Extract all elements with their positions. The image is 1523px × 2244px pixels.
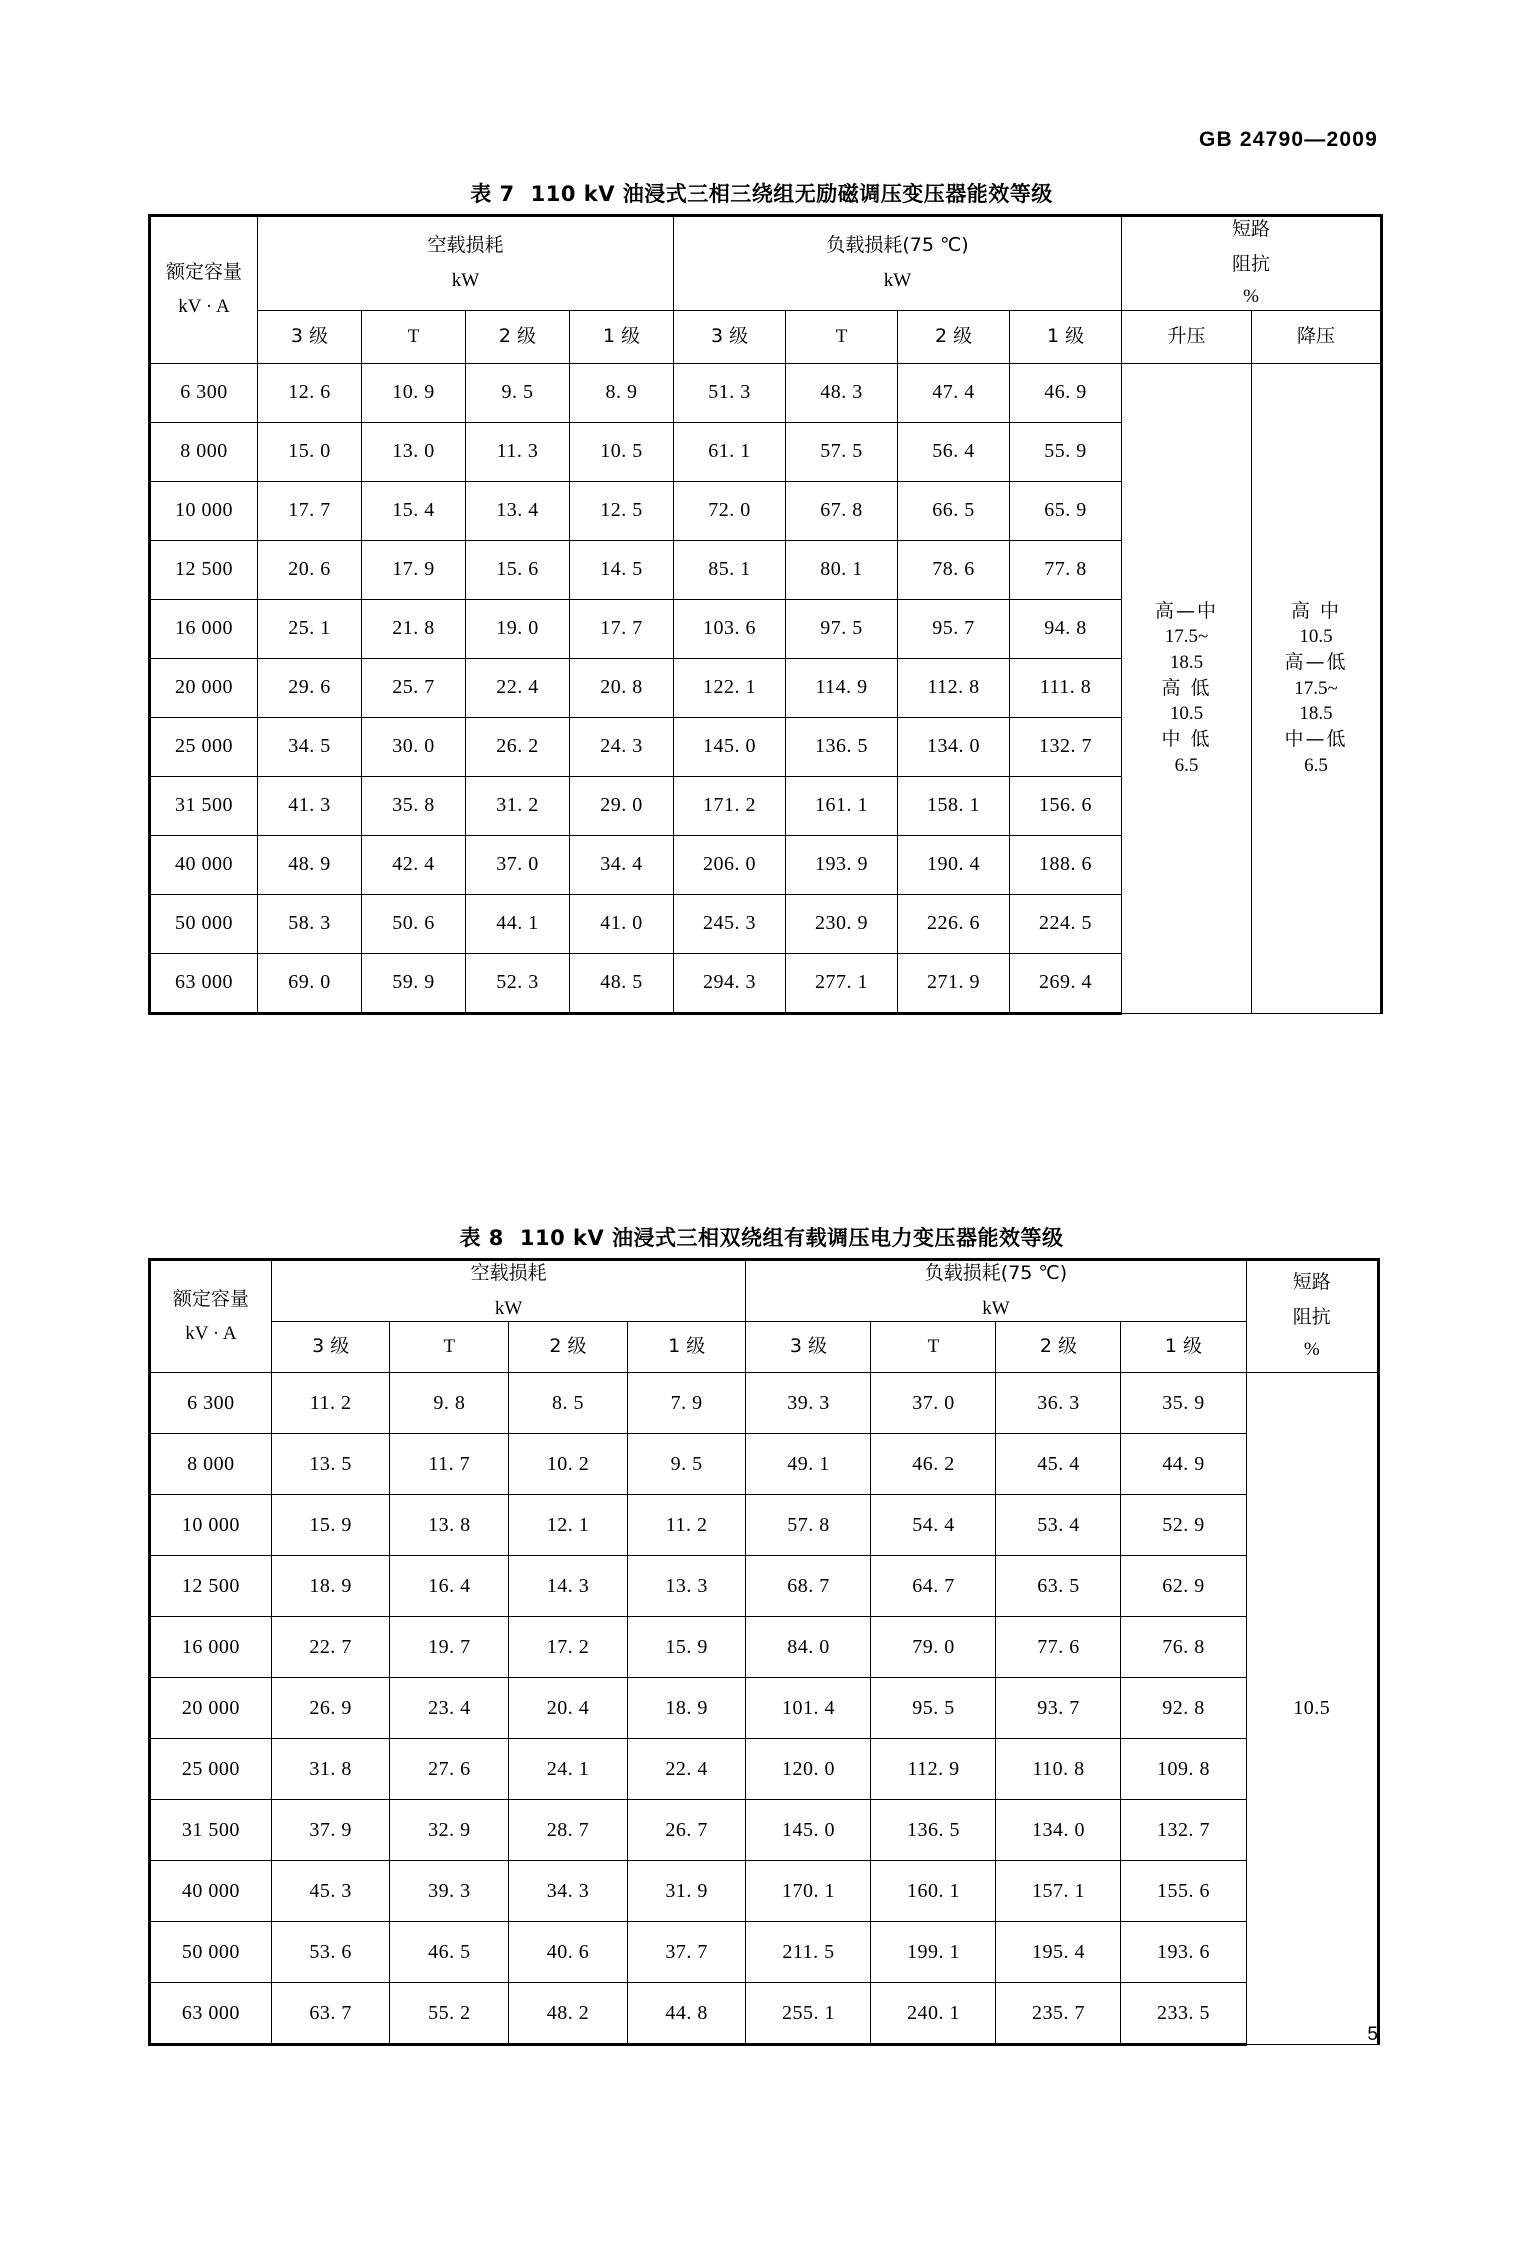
table8-noload-1: 9. 5 <box>627 1434 746 1495</box>
table7-capacity: 16 000 <box>150 599 258 658</box>
table8-capacity: 50 000 <box>150 1922 272 1983</box>
table7-header-row-sub <box>150 310 1382 363</box>
table8-noload-1: 26. 7 <box>627 1800 746 1861</box>
table8-noload-2: 34. 3 <box>509 1861 628 1922</box>
table7-noload-T: 10. 9 <box>362 363 466 422</box>
table8-caption-label: 表 8 <box>459 1226 504 1250</box>
table8-header-capacity: 额定容量 kV · A <box>150 1260 272 1373</box>
table7-header-row-main <box>150 216 1382 311</box>
table8-noload-T: 39. 3 <box>390 1861 509 1922</box>
table8-load-1: 44. 9 <box>1121 1434 1246 1495</box>
table7-noload-3: 17. 7 <box>258 481 362 540</box>
table-row <box>150 1739 1379 1800</box>
table8-noload-T: 32. 9 <box>390 1800 509 1861</box>
table8-capacity: 16 000 <box>150 1617 272 1678</box>
table8-subheader-noload-2: 2 级 <box>509 1322 628 1373</box>
table7-noload-3: 69. 0 <box>258 953 362 1013</box>
table8-noload-T: 19. 7 <box>390 1617 509 1678</box>
table8-load-3: 145. 0 <box>746 1800 871 1861</box>
table7-noload-1: 10. 5 <box>570 422 674 481</box>
table8-noload-2: 12. 1 <box>509 1495 628 1556</box>
table8-load-2: 36. 3 <box>996 1373 1121 1434</box>
table7-load-T: 136. 5 <box>786 717 898 776</box>
table8-load-1: 109. 8 <box>1121 1739 1246 1800</box>
table7-capacity: 50 000 <box>150 894 258 953</box>
table8-noload-3: 31. 8 <box>271 1739 390 1800</box>
table8-noload-1: 44. 8 <box>627 1983 746 2045</box>
table7-noload-3: 48. 9 <box>258 835 362 894</box>
table7-load-2: 226. 6 <box>898 894 1010 953</box>
table7-capacity: 63 000 <box>150 953 258 1013</box>
table8-impedance-value: 10.5 <box>1246 1373 1379 2045</box>
table7-caption-label: 表 7 <box>470 182 515 206</box>
table7-load-3: 51. 3 <box>674 363 786 422</box>
table8-load-T: 64. 7 <box>871 1556 996 1617</box>
table8-capacity: 25 000 <box>150 1739 272 1800</box>
table7-load-2: 112. 8 <box>898 658 1010 717</box>
table8-capacity: 8 000 <box>150 1434 272 1495</box>
table8-capacity: 12 500 <box>150 1556 272 1617</box>
table8-load-3: 101. 4 <box>746 1678 871 1739</box>
table7-subheader-noload-1: 1 级 <box>570 310 674 363</box>
table7-noload-3: 58. 3 <box>258 894 362 953</box>
table7-impedance-step-up: 高—中 17.5~ 18.5 高 低 10.5 中 低 6.5 <box>1122 363 1252 1013</box>
table7-load-1: 46. 9 <box>1010 363 1122 422</box>
table8-noload-T: 27. 6 <box>390 1739 509 1800</box>
table7-load-1: 156. 6 <box>1010 776 1122 835</box>
table7-noload-1: 20. 8 <box>570 658 674 717</box>
table8-load-T: 95. 5 <box>871 1678 996 1739</box>
table7-noload-2: 37. 0 <box>466 835 570 894</box>
table7-noload-T: 13. 0 <box>362 422 466 481</box>
table8-noload-1: 31. 9 <box>627 1861 746 1922</box>
table8-subheader-load-1: 1 级 <box>1121 1322 1246 1373</box>
table7-subheader-noload-3: 3 级 <box>258 310 362 363</box>
table7-subheader-noload-2: 2 级 <box>466 310 570 363</box>
table8-noload-T: 11. 7 <box>390 1434 509 1495</box>
table8-noload-3: 53. 6 <box>271 1922 390 1983</box>
table8-noload-3: 18. 9 <box>271 1556 390 1617</box>
table8-load-3: 49. 1 <box>746 1434 871 1495</box>
table8-load-T: 54. 4 <box>871 1495 996 1556</box>
table7-load-T: 277. 1 <box>786 953 898 1013</box>
table8-noload-3: 22. 7 <box>271 1617 390 1678</box>
table7-load-3: 103. 6 <box>674 599 786 658</box>
table7-load-T: 193. 9 <box>786 835 898 894</box>
table8-load-3: 68. 7 <box>746 1556 871 1617</box>
table8-load-T: 240. 1 <box>871 1983 996 2045</box>
table7-noload-2: 22. 4 <box>466 658 570 717</box>
table7-subheader-load-2: 2 级 <box>898 310 1010 363</box>
table7-load-T: 161. 1 <box>786 776 898 835</box>
table7-noload-3: 41. 3 <box>258 776 362 835</box>
table8-noload-3: 15. 9 <box>271 1495 390 1556</box>
table7-load-2: 47. 4 <box>898 363 1010 422</box>
table7-noload-3: 15. 0 <box>258 422 362 481</box>
table8-load-1: 52. 9 <box>1121 1495 1246 1556</box>
table8-load-3: 170. 1 <box>746 1861 871 1922</box>
table7-caption <box>0 178 1523 208</box>
table7-noload-1: 41. 0 <box>570 894 674 953</box>
table7-header-impedance: 短路 阻抗 % <box>1122 216 1382 311</box>
table8-noload-2: 10. 2 <box>509 1434 628 1495</box>
table8-load-T: 199. 1 <box>871 1922 996 1983</box>
table7-noload-T: 30. 0 <box>362 717 466 776</box>
table8-load-1: 35. 9 <box>1121 1373 1246 1434</box>
table-row <box>150 1434 1379 1495</box>
table8-load-3: 57. 8 <box>746 1495 871 1556</box>
table7-noload-2: 13. 4 <box>466 481 570 540</box>
table7-load-T: 114. 9 <box>786 658 898 717</box>
table8-noload-T: 16. 4 <box>390 1556 509 1617</box>
table7-noload-2: 19. 0 <box>466 599 570 658</box>
table8-header-no-load-loss: 空载损耗 kW <box>271 1260 746 1322</box>
table7 <box>148 214 1383 1015</box>
table8-capacity: 40 000 <box>150 1861 272 1922</box>
table8-load-1: 155. 6 <box>1121 1861 1246 1922</box>
table7-load-2: 95. 7 <box>898 599 1010 658</box>
table8-load-3: 84. 0 <box>746 1617 871 1678</box>
table7-noload-T: 21. 8 <box>362 599 466 658</box>
table7-subheader-load-1: 1 级 <box>1010 310 1122 363</box>
table8-load-1: 233. 5 <box>1121 1983 1246 2045</box>
table7-load-1: 65. 9 <box>1010 481 1122 540</box>
table8-capacity: 63 000 <box>150 1983 272 2045</box>
table-row <box>150 1922 1379 1983</box>
table8-noload-T: 9. 8 <box>390 1373 509 1434</box>
table7-load-2: 190. 4 <box>898 835 1010 894</box>
table7-caption-text: 110 kV 油浸式三相三绕组无励磁调压变压器能效等级 <box>530 182 1053 206</box>
table8-noload-1: 15. 9 <box>627 1617 746 1678</box>
table8-load-2: 235. 7 <box>996 1983 1121 2045</box>
table7-noload-3: 12. 6 <box>258 363 362 422</box>
table7-noload-2: 15. 6 <box>466 540 570 599</box>
table8-noload-2: 17. 2 <box>509 1617 628 1678</box>
table8-subheader-load-3: 3 级 <box>746 1322 871 1373</box>
table8-load-3: 255. 1 <box>746 1983 871 2045</box>
table7-noload-3: 25. 1 <box>258 599 362 658</box>
table7-capacity: 10 000 <box>150 481 258 540</box>
table8-noload-T: 55. 2 <box>390 1983 509 2045</box>
table8-load-2: 53. 4 <box>996 1495 1121 1556</box>
table8-subheader-noload-T: T <box>390 1322 509 1373</box>
table-row <box>150 1373 1379 1434</box>
table-row <box>150 1678 1379 1739</box>
table7-load-3: 145. 0 <box>674 717 786 776</box>
table7-load-3: 72. 0 <box>674 481 786 540</box>
table7-load-1: 111. 8 <box>1010 658 1122 717</box>
table-row <box>150 1983 1379 2045</box>
table7-load-T: 80. 1 <box>786 540 898 599</box>
table7-load-3: 171. 2 <box>674 776 786 835</box>
table8-load-3: 39. 3 <box>746 1373 871 1434</box>
table7-load-2: 134. 0 <box>898 717 1010 776</box>
table8-noload-3: 13. 5 <box>271 1434 390 1495</box>
table7-noload-2: 44. 1 <box>466 894 570 953</box>
table8-load-T: 136. 5 <box>871 1800 996 1861</box>
table8-caption <box>0 1222 1523 1252</box>
table7-load-T: 230. 9 <box>786 894 898 953</box>
table7-capacity: 8 000 <box>150 422 258 481</box>
table7-capacity: 20 000 <box>150 658 258 717</box>
table7-subheader-load-3: 3 级 <box>674 310 786 363</box>
table7-capacity: 25 000 <box>150 717 258 776</box>
table7-load-2: 56. 4 <box>898 422 1010 481</box>
table8-load-3: 120. 0 <box>746 1739 871 1800</box>
table8-noload-3: 26. 9 <box>271 1678 390 1739</box>
table8-load-2: 134. 0 <box>996 1800 1121 1861</box>
table7-load-T: 57. 5 <box>786 422 898 481</box>
table7-noload-1: 29. 0 <box>570 776 674 835</box>
table8-load-1: 92. 8 <box>1121 1678 1246 1739</box>
table7-noload-2: 52. 3 <box>466 953 570 1013</box>
table8-load-2: 93. 7 <box>996 1678 1121 1739</box>
table7-load-1: 269. 4 <box>1010 953 1122 1013</box>
table7-noload-1: 12. 5 <box>570 481 674 540</box>
table7-header-capacity: 额定容量 kV · A <box>150 216 258 364</box>
table-row <box>150 1495 1379 1556</box>
table8-header-impedance: 短路 阻抗 % <box>1246 1260 1379 1373</box>
table8-noload-1: 22. 4 <box>627 1739 746 1800</box>
table8-load-2: 77. 6 <box>996 1617 1121 1678</box>
table7-load-T: 97. 5 <box>786 599 898 658</box>
table7-noload-T: 50. 6 <box>362 894 466 953</box>
table7-capacity: 6 300 <box>150 363 258 422</box>
table-row <box>150 1861 1379 1922</box>
table7-noload-2: 26. 2 <box>466 717 570 776</box>
table8-noload-T: 13. 8 <box>390 1495 509 1556</box>
table7-noload-T: 25. 7 <box>362 658 466 717</box>
table7-load-3: 61. 1 <box>674 422 786 481</box>
table7-subheader-noload-T: T <box>362 310 466 363</box>
table7-load-1: 55. 9 <box>1010 422 1122 481</box>
table7-capacity: 40 000 <box>150 835 258 894</box>
table8-capacity: 31 500 <box>150 1800 272 1861</box>
table7-subheader-step-up: 升压 <box>1122 310 1252 363</box>
table7-load-3: 245. 3 <box>674 894 786 953</box>
table7-noload-2: 9. 5 <box>466 363 570 422</box>
table8-noload-1: 7. 9 <box>627 1373 746 1434</box>
table8-noload-3: 11. 2 <box>271 1373 390 1434</box>
table8-load-1: 193. 6 <box>1121 1922 1246 1983</box>
table7-load-2: 271. 9 <box>898 953 1010 1013</box>
table7-header-no-load-loss: 空载损耗 kW <box>258 216 674 311</box>
table8-load-T: 79. 0 <box>871 1617 996 1678</box>
table8-load-2: 195. 4 <box>996 1922 1121 1983</box>
table-row <box>150 363 1382 422</box>
table7-capacity: 31 500 <box>150 776 258 835</box>
table7-noload-1: 17. 7 <box>570 599 674 658</box>
table8-subheader-load-2: 2 级 <box>996 1322 1121 1373</box>
table8-noload-T: 23. 4 <box>390 1678 509 1739</box>
table7-noload-T: 42. 4 <box>362 835 466 894</box>
table7-header-load-loss: 负载损耗(75 ℃) kW <box>674 216 1122 311</box>
table7-noload-T: 59. 9 <box>362 953 466 1013</box>
table7-load-2: 158. 1 <box>898 776 1010 835</box>
table8-load-T: 112. 9 <box>871 1739 996 1800</box>
table8-header-row-sub <box>150 1322 1379 1373</box>
table8-load-2: 157. 1 <box>996 1861 1121 1922</box>
table8-load-1: 132. 7 <box>1121 1800 1246 1861</box>
table8-load-T: 160. 1 <box>871 1861 996 1922</box>
table7-load-3: 85. 1 <box>674 540 786 599</box>
table7-load-T: 48. 3 <box>786 363 898 422</box>
table7-noload-T: 17. 9 <box>362 540 466 599</box>
table7-load-T: 67. 8 <box>786 481 898 540</box>
table8-header-row-main <box>150 1260 1379 1322</box>
table7-noload-1: 48. 5 <box>570 953 674 1013</box>
table7-noload-1: 14. 5 <box>570 540 674 599</box>
table8-capacity: 20 000 <box>150 1678 272 1739</box>
table8-noload-2: 48. 2 <box>509 1983 628 2045</box>
table7-load-1: 188. 6 <box>1010 835 1122 894</box>
table8-noload-3: 63. 7 <box>271 1983 390 2045</box>
table7-noload-2: 11. 3 <box>466 422 570 481</box>
table8-capacity: 6 300 <box>150 1373 272 1434</box>
table7-load-1: 77. 8 <box>1010 540 1122 599</box>
table8-noload-2: 14. 3 <box>509 1556 628 1617</box>
table8-load-2: 63. 5 <box>996 1556 1121 1617</box>
table7-load-2: 78. 6 <box>898 540 1010 599</box>
table7-noload-2: 31. 2 <box>466 776 570 835</box>
table7-load-3: 122. 1 <box>674 658 786 717</box>
standard-code-header: GB 24790—2009 <box>1198 128 1378 151</box>
table7-capacity: 12 500 <box>150 540 258 599</box>
table8-subheader-noload-3: 3 级 <box>271 1322 390 1373</box>
table8-load-T: 37. 0 <box>871 1373 996 1434</box>
table8-header-load-loss: 负载损耗(75 ℃) kW <box>746 1260 1246 1322</box>
table8-noload-3: 45. 3 <box>271 1861 390 1922</box>
table7-load-1: 224. 5 <box>1010 894 1122 953</box>
table8-noload-3: 37. 9 <box>271 1800 390 1861</box>
table8-noload-1: 18. 9 <box>627 1678 746 1739</box>
table7-load-3: 206. 0 <box>674 835 786 894</box>
table8-subheader-noload-1: 1 级 <box>627 1322 746 1373</box>
table8-caption-text: 110 kV 油浸式三相双绕组有载调压电力变压器能效等级 <box>519 1226 1064 1250</box>
table7-noload-3: 29. 6 <box>258 658 362 717</box>
table8-subheader-load-T: T <box>871 1322 996 1373</box>
table8-noload-1: 11. 2 <box>627 1495 746 1556</box>
table7-noload-3: 34. 5 <box>258 717 362 776</box>
table8-load-1: 62. 9 <box>1121 1556 1246 1617</box>
table8-load-T: 46. 2 <box>871 1434 996 1495</box>
table7-noload-1: 8. 9 <box>570 363 674 422</box>
table8-noload-2: 40. 6 <box>509 1922 628 1983</box>
table7-noload-3: 20. 6 <box>258 540 362 599</box>
table7-impedance-step-down: 高 中 10.5 高—低 17.5~ 18.5 中—低 6.5 <box>1252 363 1382 1013</box>
table8-noload-2: 28. 7 <box>509 1800 628 1861</box>
table8-noload-2: 8. 5 <box>509 1373 628 1434</box>
table8-load-2: 45. 4 <box>996 1434 1121 1495</box>
table8-capacity: 10 000 <box>150 1495 272 1556</box>
table7-noload-T: 35. 8 <box>362 776 466 835</box>
table7-noload-T: 15. 4 <box>362 481 466 540</box>
table8 <box>148 1258 1380 2046</box>
table7-noload-1: 34. 4 <box>570 835 674 894</box>
table8-noload-1: 37. 7 <box>627 1922 746 1983</box>
table7-subheader-step-down: 降压 <box>1252 310 1382 363</box>
table7-load-2: 66. 5 <box>898 481 1010 540</box>
table8-load-2: 110. 8 <box>996 1739 1121 1800</box>
table-row <box>150 1617 1379 1678</box>
table7-load-1: 94. 8 <box>1010 599 1122 658</box>
table-row <box>150 1800 1379 1861</box>
table7-load-3: 294. 3 <box>674 953 786 1013</box>
table7-subheader-load-T: T <box>786 310 898 363</box>
page-number: 5 <box>1367 2024 1378 2045</box>
table7-load-1: 132. 7 <box>1010 717 1122 776</box>
table7-noload-1: 24. 3 <box>570 717 674 776</box>
table8-noload-2: 24. 1 <box>509 1739 628 1800</box>
table8-load-3: 211. 5 <box>746 1922 871 1983</box>
table8-noload-T: 46. 5 <box>390 1922 509 1983</box>
table8-noload-2: 20. 4 <box>509 1678 628 1739</box>
table8-load-1: 76. 8 <box>1121 1617 1246 1678</box>
table-row <box>150 1556 1379 1617</box>
table8-noload-1: 13. 3 <box>627 1556 746 1617</box>
